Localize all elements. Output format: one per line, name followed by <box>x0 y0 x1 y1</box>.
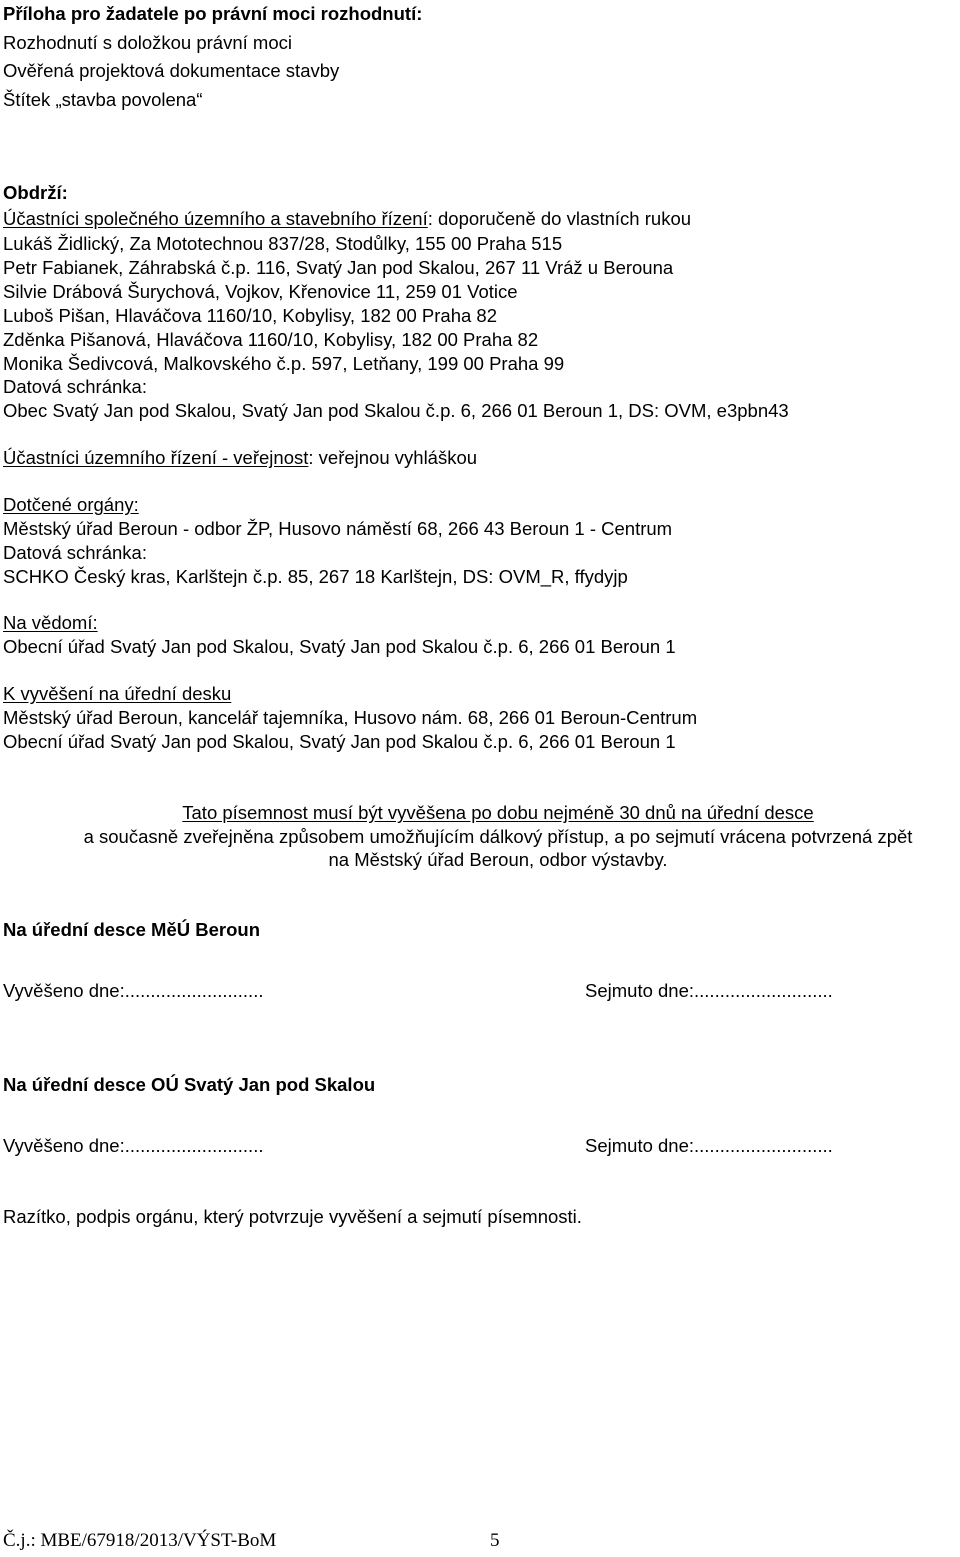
joint-participants-line <box>3 208 691 229</box>
recipient-item: Silvie Drábová Šurychová, Vojkov, Křenovice 11, 259 01 Votice <box>3 281 518 302</box>
joint-participants-suffix: : doporučeně do vlastních rukou <box>427 208 692 229</box>
attachment-item: Štítek „stavba povolena“ <box>3 89 203 110</box>
recipient-item: Lukáš Židlický, Za Mototechnou 837/28, Stodůlky, 155 00 Praha 515 <box>3 233 563 254</box>
public-participants-label: Účastníci územního řízení - veřejnost <box>3 447 309 468</box>
attachments-heading: Příloha pro žadatele po právní moci rozhodnutí: <box>3 3 423 24</box>
reference-number: Č.j.: MBE/67918/2013/VÝST-BoM <box>3 1530 277 1551</box>
removed-date-field: Sejmuto dne:........................... <box>585 980 833 1001</box>
recipients-heading: Obdrží: <box>3 182 68 203</box>
board-heading: Na úřední desce MěÚ Beroun <box>3 919 261 940</box>
recipient-item: Obec Svatý Jan pod Skalou, Svatý Jan pod Skalou č.p. 6, 266 01 Beroun 1, DS: OVM, e3pbn43 <box>3 400 789 421</box>
databox-label: Datová schránka: <box>3 376 147 397</box>
info-item: Obecní úřad Svatý Jan pod Skalou, Svatý Jan pod Skalou č.p. 6, 266 01 Beroun 1 <box>3 636 676 657</box>
authority-item: Městský úřad Beroun - odbor ŽP, Husovo náměstí 68, 266 43 Beroun 1 - Centrum <box>3 518 673 539</box>
posting-label: K vyvěšení na úřední desku <box>3 683 232 704</box>
posted-date-field: Vyvěšeno dne:........................... <box>3 1135 264 1156</box>
joint-participants-label: Účastníci společného územního a stavebního řízení <box>3 208 428 229</box>
public-participants-suffix: : veřejnou vyhláškou <box>308 447 478 468</box>
recipient-item: Petr Fabianek, Záhrabská č.p. 116, Svatý Jan pod Skalou, 267 11 Vráž u Berouna <box>3 257 674 278</box>
attachment-item: Ověřená projektová dokumentace stavby <box>3 60 340 81</box>
notice-line-2: a současně zveřejněna způsobem umožňujícím dálkový přístup, a po sejmutí vrácena potvrzená zpět <box>83 826 913 847</box>
recipient-item: Zděnka Pišanová, Hlaváčova 1160/10, Kobylisy, 182 00 Praha 82 <box>3 329 539 350</box>
notice-line-3: na Městský úřad Beroun, odbor výstavby. <box>328 849 668 870</box>
public-participants-line <box>3 447 477 468</box>
authorities-label: Dotčené orgány: <box>3 494 139 515</box>
recipient-item: Monika Šedivcová, Malkovského č.p. 597, Letňany, 199 00 Praha 99 <box>3 353 565 374</box>
attachment-item: Rozhodnutí s doložkou právní moci <box>3 32 292 53</box>
board-heading: Na úřední desce OÚ Svatý Jan pod Skalou <box>3 1074 376 1095</box>
databox-label: Datová schránka: <box>3 542 147 563</box>
info-label: Na vědomí: <box>3 612 98 633</box>
posting-item: Městský úřad Beroun, kancelář tajemníka, Husovo nám. 68, 266 01 Beroun-Centrum <box>3 707 698 728</box>
notice-line-1: Tato písemnost musí být vyvěšena po dobu nejméně 30 dnů na úřední desce <box>182 802 814 823</box>
page-number: 5 <box>490 1530 500 1551</box>
posted-date-field: Vyvěšeno dne:........................... <box>3 980 264 1001</box>
recipient-item: Luboš Pišan, Hlaváčova 1160/10, Kobylisy, 182 00 Praha 82 <box>3 305 497 326</box>
stamp-note: Razítko, podpis orgánu, který potvrzuje vyvěšení a sejmutí písemnosti. <box>3 1206 582 1227</box>
posting-item: Obecní úřad Svatý Jan pod Skalou, Svatý Jan pod Skalou č.p. 6, 266 01 Beroun 1 <box>3 731 676 752</box>
removed-date-field: Sejmuto dne:........................... <box>585 1135 833 1156</box>
authority-item: SCHKO Český kras, Karlštejn č.p. 85, 267 18 Karlštejn, DS: OVM_R, ffydyjp <box>3 566 628 587</box>
